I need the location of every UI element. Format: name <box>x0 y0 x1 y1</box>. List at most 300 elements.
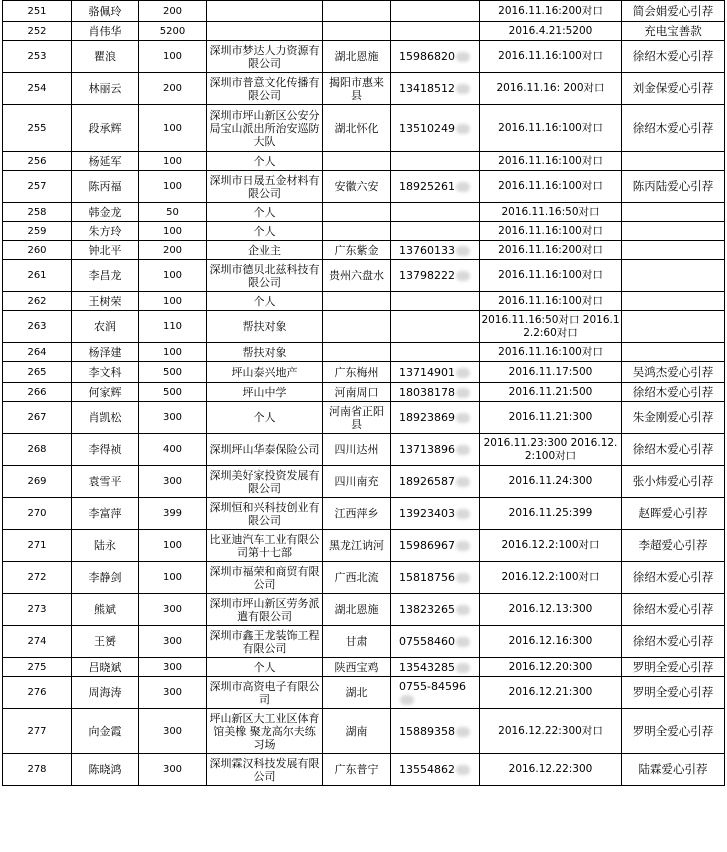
donation-amount-cell <box>139 1 207 22</box>
table-row <box>3 530 725 562</box>
donor-origin-cell <box>323 498 391 530</box>
donor-origin: 湖北恩施 <box>334 50 379 63</box>
donation-note: 2016.11.16:100对口 <box>498 50 603 62</box>
referrer-cell <box>622 73 725 105</box>
referrer-cell <box>622 241 725 260</box>
donor-name-cell <box>72 626 139 658</box>
donation-amount-cell <box>139 530 207 562</box>
referrer-cell <box>622 466 725 498</box>
donor-unit: 深圳市德贝北兹科技有限公司 <box>209 262 320 289</box>
donation-amount-cell <box>139 260 207 292</box>
table-row <box>3 658 725 677</box>
donor-phone-cell <box>391 709 480 754</box>
donor-unit: 个人 <box>253 205 276 219</box>
donation-amount: 100 <box>162 270 183 281</box>
row-number-cell <box>3 241 72 260</box>
donation-note-cell <box>480 292 622 311</box>
donor-phone-cell <box>391 22 480 41</box>
row-number: 277 <box>27 725 47 737</box>
row-number-cell <box>3 1 72 22</box>
donor-unit-cell <box>207 434 323 466</box>
table-row <box>3 22 725 41</box>
table-row <box>3 171 725 203</box>
row-number-cell <box>3 402 72 434</box>
donor-origin-cell <box>323 362 391 383</box>
donation-note: 2016.12.22:300 <box>508 763 593 775</box>
donor-name-cell <box>72 466 139 498</box>
donor-name-cell <box>72 498 139 530</box>
redaction-blur <box>456 637 470 647</box>
row-number: 273 <box>27 604 47 615</box>
redaction-blur <box>456 605 470 615</box>
donor-name-cell <box>72 152 139 171</box>
donor-phone-cell <box>391 530 480 562</box>
donor-unit: 坪山中学 <box>242 385 287 399</box>
table-row <box>3 222 725 241</box>
donor-phone-cell <box>391 466 480 498</box>
row-number: 276 <box>27 687 47 698</box>
donor-phone-cell <box>391 498 480 530</box>
donor-origin-cell <box>323 343 391 362</box>
row-number-cell <box>3 292 72 311</box>
donation-table <box>2 0 725 786</box>
donor-name: 李静剑 <box>88 571 122 584</box>
donation-amount: 200 <box>162 83 183 94</box>
redaction-blur <box>456 84 470 94</box>
donation-amount: 110 <box>162 321 183 332</box>
referrer: 徐绍木爱心引荐 <box>632 120 714 135</box>
donor-unit-cell <box>207 626 323 658</box>
row-number-cell <box>3 105 72 152</box>
donor-origin-cell <box>323 434 391 466</box>
donor-origin-cell <box>323 152 391 171</box>
referrer-cell <box>622 626 725 658</box>
donation-amount-cell <box>139 466 207 498</box>
table-row <box>3 434 725 466</box>
donor-phone: 13418512 <box>399 82 455 95</box>
donation-amount-cell <box>139 73 207 105</box>
donation-amount: 5200 <box>159 25 186 37</box>
referrer: 徐绍木爱心引荐 <box>632 634 714 648</box>
donor-origin-cell <box>323 241 391 260</box>
row-number-cell <box>3 22 72 41</box>
donation-amount-cell <box>139 222 207 241</box>
donation-amount-cell <box>139 362 207 383</box>
donation-note-cell <box>480 203 622 222</box>
referrer: 徐绍木爱心引荐 <box>632 49 714 63</box>
donation-amount-cell <box>139 343 207 362</box>
donor-unit: 深圳市福荣和商贸有限公司 <box>209 564 320 591</box>
donor-origin-cell <box>323 594 391 626</box>
referrer: 徐绍木爱心引荐 <box>632 602 714 616</box>
donation-note-cell <box>480 562 622 594</box>
donation-note: 2016.11.16:100对口 <box>498 121 603 134</box>
donation-note-cell <box>480 105 622 152</box>
table-row <box>3 466 725 498</box>
donation-amount: 500 <box>162 366 183 378</box>
referrer-cell <box>622 383 725 402</box>
redaction-blur <box>456 388 470 398</box>
donation-amount: 400 <box>162 444 183 455</box>
donor-unit: 帮扶对象 <box>242 320 287 333</box>
referrer: 李超爱心引荐 <box>638 538 708 552</box>
donor-name: 李文科 <box>88 365 122 379</box>
donor-phone-cell <box>391 677 480 709</box>
row-number: 266 <box>27 386 47 398</box>
donor-origin-cell <box>323 530 391 562</box>
referrer-cell <box>622 105 725 152</box>
donation-note: 2016.12.13:300 <box>508 603 593 615</box>
donation-amount-cell <box>139 434 207 466</box>
donation-amount-cell <box>139 754 207 786</box>
donor-unit-cell <box>207 677 323 709</box>
table-row <box>3 41 725 73</box>
referrer: 刘金保爱心引荐 <box>632 81 714 95</box>
row-number: 255 <box>27 122 47 134</box>
row-number: 262 <box>27 295 47 307</box>
donor-origin: 四川达州 <box>334 443 379 456</box>
donor-name: 钟北平 <box>88 243 122 257</box>
redaction-blur <box>456 182 470 192</box>
donation-note-cell <box>480 222 622 241</box>
donor-unit-cell <box>207 73 323 105</box>
donor-name: 吕晓斌 <box>88 660 122 674</box>
donor-unit-cell <box>207 41 323 73</box>
donation-note-cell <box>480 152 622 171</box>
donor-name: 王赟 <box>94 635 116 648</box>
donor-phone: 13543285 <box>399 660 455 674</box>
donation-note: 2016.11.16:100对口 <box>498 154 603 167</box>
donor-origin: 河南省正阳县 <box>329 404 384 431</box>
donor-phone-cell <box>391 383 480 402</box>
donor-unit: 深圳市坪山新区劳务派遣有限公司 <box>209 596 320 623</box>
referrer: 赵晖爱心引荐 <box>638 506 708 520</box>
table-row <box>3 260 725 292</box>
donation-amount-cell <box>139 171 207 203</box>
table-row <box>3 626 725 658</box>
donation-note: 2016.12.22:300对口 <box>498 724 603 737</box>
referrer: 充电宝善款 <box>644 23 702 38</box>
donation-note: 2016.12.16:300 <box>508 635 593 647</box>
referrer-cell <box>622 222 725 241</box>
donor-name: 肖伟华 <box>88 24 122 38</box>
donor-unit-cell <box>207 105 323 152</box>
referrer-cell <box>622 171 725 203</box>
donation-note-cell <box>480 22 622 41</box>
table-row <box>3 562 725 594</box>
donor-unit: 个人 <box>253 411 276 424</box>
referrer-cell <box>622 498 725 530</box>
redaction-blur <box>456 477 470 487</box>
donor-phone: 13798222 <box>399 269 455 282</box>
donation-amount-cell <box>139 383 207 402</box>
donation-amount-cell <box>139 594 207 626</box>
donor-unit-cell <box>207 311 323 343</box>
donor-unit-cell <box>207 222 323 241</box>
donation-note: 2016.4.21:5200 <box>508 24 593 37</box>
redaction-blur <box>456 573 470 583</box>
donor-phone: 13714901 <box>399 365 455 379</box>
donor-unit: 深圳市鑫王龙装饰工程有限公司 <box>209 628 320 655</box>
donor-origin-cell <box>323 41 391 73</box>
referrer: 罗明全爱心引荐 <box>632 659 714 674</box>
table-row <box>3 105 725 152</box>
donor-name-cell <box>72 530 139 562</box>
referrer: 徐绍木爱心引荐 <box>632 442 714 456</box>
donor-origin-cell <box>323 22 391 41</box>
donation-amount: 50 <box>166 206 179 218</box>
donor-unit-cell <box>207 260 323 292</box>
table-row <box>3 677 725 709</box>
donor-phone: 13823265 <box>399 603 455 616</box>
donor-name-cell <box>72 709 139 754</box>
donation-amount-cell <box>139 677 207 709</box>
donor-phone-cell <box>391 658 480 677</box>
donor-unit: 帮扶对象 <box>242 345 287 359</box>
row-number: 251 <box>27 5 47 17</box>
donation-amount: 100 <box>162 225 183 237</box>
donor-name: 陆永 <box>94 539 116 552</box>
referrer-cell <box>622 292 725 311</box>
donor-phone-cell <box>391 562 480 594</box>
donor-unit-cell <box>207 241 323 260</box>
donor-phone: 07558460 <box>399 635 455 648</box>
donor-origin: 广西北流 <box>334 571 379 584</box>
row-number: 275 <box>27 661 47 673</box>
donor-name: 袁雪平 <box>88 475 122 488</box>
donor-unit: 深圳市坪山新区公安分局宝山派出所治安巡防大队 <box>209 108 320 148</box>
donation-amount: 100 <box>162 572 183 583</box>
donor-phone: 15889358 <box>399 724 455 738</box>
donor-name-cell <box>72 383 139 402</box>
donation-note-cell <box>480 383 622 402</box>
donor-name-cell <box>72 260 139 292</box>
donor-phone: 13713896 <box>399 443 455 456</box>
row-number-cell <box>3 562 72 594</box>
row-number: 270 <box>27 508 47 519</box>
referrer-cell <box>622 754 725 786</box>
referrer-cell <box>622 434 725 466</box>
donor-name: 何家辉 <box>88 385 122 399</box>
table-row <box>3 241 725 260</box>
row-number: 264 <box>27 346 47 358</box>
donor-name-cell <box>72 1 139 22</box>
row-number-cell <box>3 434 72 466</box>
donation-amount: 100 <box>162 155 183 167</box>
donor-origin: 四川南充 <box>334 475 379 488</box>
donor-name-cell <box>72 658 139 677</box>
donation-amount-cell <box>139 498 207 530</box>
donor-name: 肖凯松 <box>88 411 122 424</box>
table-row <box>3 73 725 105</box>
donor-phone-cell <box>391 260 480 292</box>
donor-origin-cell <box>323 709 391 754</box>
row-number: 271 <box>27 540 47 551</box>
table-row <box>3 498 725 530</box>
referrer: 陆霖爱心引荐 <box>638 762 708 776</box>
donation-note: 2016.11.16:100对口 <box>498 224 603 237</box>
donor-name: 陈丙福 <box>88 180 122 193</box>
donor-unit: 个人 <box>253 154 276 168</box>
donor-unit-cell <box>207 1 323 22</box>
donation-amount-cell <box>139 22 207 41</box>
donation-amount: 300 <box>162 476 183 487</box>
donation-note-cell <box>480 41 622 73</box>
donor-unit: 深圳市普意文化传播有限公司 <box>209 75 320 102</box>
donor-phone-cell <box>391 292 480 311</box>
row-number-cell <box>3 222 72 241</box>
donation-amount: 300 <box>162 604 183 615</box>
donor-unit: 企业主 <box>248 243 281 257</box>
donation-note-cell <box>480 677 622 709</box>
referrer: 徐绍木爱心引荐 <box>632 570 714 584</box>
donation-amount: 100 <box>162 540 183 551</box>
donor-name: 骆佩玲 <box>88 4 122 18</box>
donation-amount-cell <box>139 402 207 434</box>
donor-name: 陈晓鸿 <box>88 763 122 776</box>
donor-origin: 贵州六盘水 <box>329 269 384 282</box>
donor-name: 李昌龙 <box>88 269 122 282</box>
donation-note-cell <box>480 311 622 343</box>
referrer: 罗明全爱心引荐 <box>632 723 714 738</box>
row-number: 256 <box>27 155 47 167</box>
donor-unit-cell <box>207 466 323 498</box>
donor-origin: 湖南 <box>345 724 368 738</box>
donor-name-cell <box>72 41 139 73</box>
donor-phone: 15986820 <box>399 50 455 63</box>
row-number-cell <box>3 498 72 530</box>
referrer-cell <box>622 594 725 626</box>
donation-note-cell <box>480 241 622 260</box>
redaction-blur <box>400 695 414 705</box>
donor-name-cell <box>72 434 139 466</box>
referrer-cell <box>622 343 725 362</box>
donor-unit-cell <box>207 362 323 383</box>
referrer-cell <box>622 1 725 22</box>
referrer-cell <box>622 260 725 292</box>
donation-note-cell <box>480 434 622 466</box>
donor-unit: 坪山泰兴地产 <box>231 365 298 379</box>
row-number: 252 <box>27 25 47 37</box>
donor-origin-cell <box>323 562 391 594</box>
row-number-cell <box>3 383 72 402</box>
donation-note-cell <box>480 73 622 105</box>
referrer-cell <box>622 658 725 677</box>
donor-name: 李富萍 <box>88 507 122 520</box>
donor-origin: 湖北 <box>345 686 368 699</box>
donation-note-cell <box>480 658 622 677</box>
row-number: 261 <box>27 270 47 281</box>
donor-name-cell <box>72 594 139 626</box>
donation-note-cell <box>480 626 622 658</box>
donation-note-cell <box>480 594 622 626</box>
redaction-blur <box>456 765 470 775</box>
donation-note: 2016.11.16:50对口 <box>501 205 600 218</box>
donor-name-cell <box>72 402 139 434</box>
donation-note-cell <box>480 709 622 754</box>
donation-note: 2016.11.16:100对口 <box>498 345 603 358</box>
table-row <box>3 594 725 626</box>
referrer-cell <box>622 41 725 73</box>
donor-name-cell <box>72 677 139 709</box>
donor-phone: 13923403 <box>399 507 455 520</box>
table-row <box>3 311 725 343</box>
donor-origin-cell <box>323 222 391 241</box>
referrer-cell <box>622 362 725 383</box>
donor-phone-cell <box>391 754 480 786</box>
row-number-cell <box>3 362 72 383</box>
donor-phone-cell <box>391 362 480 383</box>
referrer: 徐绍木爱心引荐 <box>632 384 714 399</box>
donor-name: 段承辉 <box>88 121 122 135</box>
referrer-cell <box>622 22 725 41</box>
donation-note: 2016.11.16:50对口 2016.12.2:60对口 <box>481 313 620 339</box>
redaction-blur <box>456 541 470 551</box>
referrer-cell <box>622 677 725 709</box>
donor-unit-cell <box>207 292 323 311</box>
referrer: 吴鸿杰爱心引荐 <box>632 364 714 379</box>
donor-name-cell <box>72 241 139 260</box>
donor-unit: 深圳美好家投资发展有限公司 <box>209 468 320 495</box>
donor-unit-cell <box>207 709 323 754</box>
table-row <box>3 709 725 754</box>
donor-name-cell <box>72 73 139 105</box>
referrer-cell <box>622 311 725 343</box>
donor-origin: 广东普宁 <box>334 763 379 776</box>
referrer-cell <box>622 402 725 434</box>
donation-note: 2016.11.21:500 <box>508 385 593 398</box>
redaction-blur <box>456 271 470 281</box>
donor-unit-cell <box>207 594 323 626</box>
donor-origin-cell <box>323 626 391 658</box>
row-number-cell <box>3 171 72 203</box>
donor-unit-cell <box>207 402 323 434</box>
redaction-blur <box>456 445 470 455</box>
donation-note-cell <box>480 260 622 292</box>
donation-note: 2016.11.16:100对口 <box>498 180 603 192</box>
row-number: 258 <box>27 206 47 218</box>
donor-unit: 比亚迪汽车工业有限公司第十七部 <box>209 532 320 559</box>
row-number: 257 <box>27 181 47 192</box>
row-number: 254 <box>27 83 47 94</box>
row-number: 268 <box>27 444 47 455</box>
donor-unit-cell <box>207 171 323 203</box>
table-row <box>3 383 725 402</box>
donation-note-cell <box>480 530 622 562</box>
donation-amount-cell <box>139 709 207 754</box>
donation-amount: 100 <box>162 346 183 358</box>
donor-phone: 18038178 <box>399 385 455 399</box>
donor-phone-cell <box>391 311 480 343</box>
donation-amount-cell <box>139 105 207 152</box>
row-number: 253 <box>27 51 47 62</box>
donor-origin-cell <box>323 171 391 203</box>
row-number: 267 <box>27 412 47 423</box>
row-number-cell <box>3 530 72 562</box>
donor-phone-cell <box>391 222 480 241</box>
donor-name-cell <box>72 362 139 383</box>
donation-note-cell <box>480 466 622 498</box>
donor-unit: 深圳霖汉科技发展有限公司 <box>209 756 320 783</box>
donation-note-cell <box>480 754 622 786</box>
donation-note: 2016.11.16:100对口 <box>498 269 603 281</box>
referrer-cell <box>622 152 725 171</box>
donor-name-cell <box>72 171 139 203</box>
donor-origin-cell <box>323 677 391 709</box>
donor-name: 李得祯 <box>88 443 122 456</box>
donor-unit: 深圳市高资电子有限公司 <box>209 679 320 706</box>
donor-phone: 13760133 <box>399 243 455 257</box>
